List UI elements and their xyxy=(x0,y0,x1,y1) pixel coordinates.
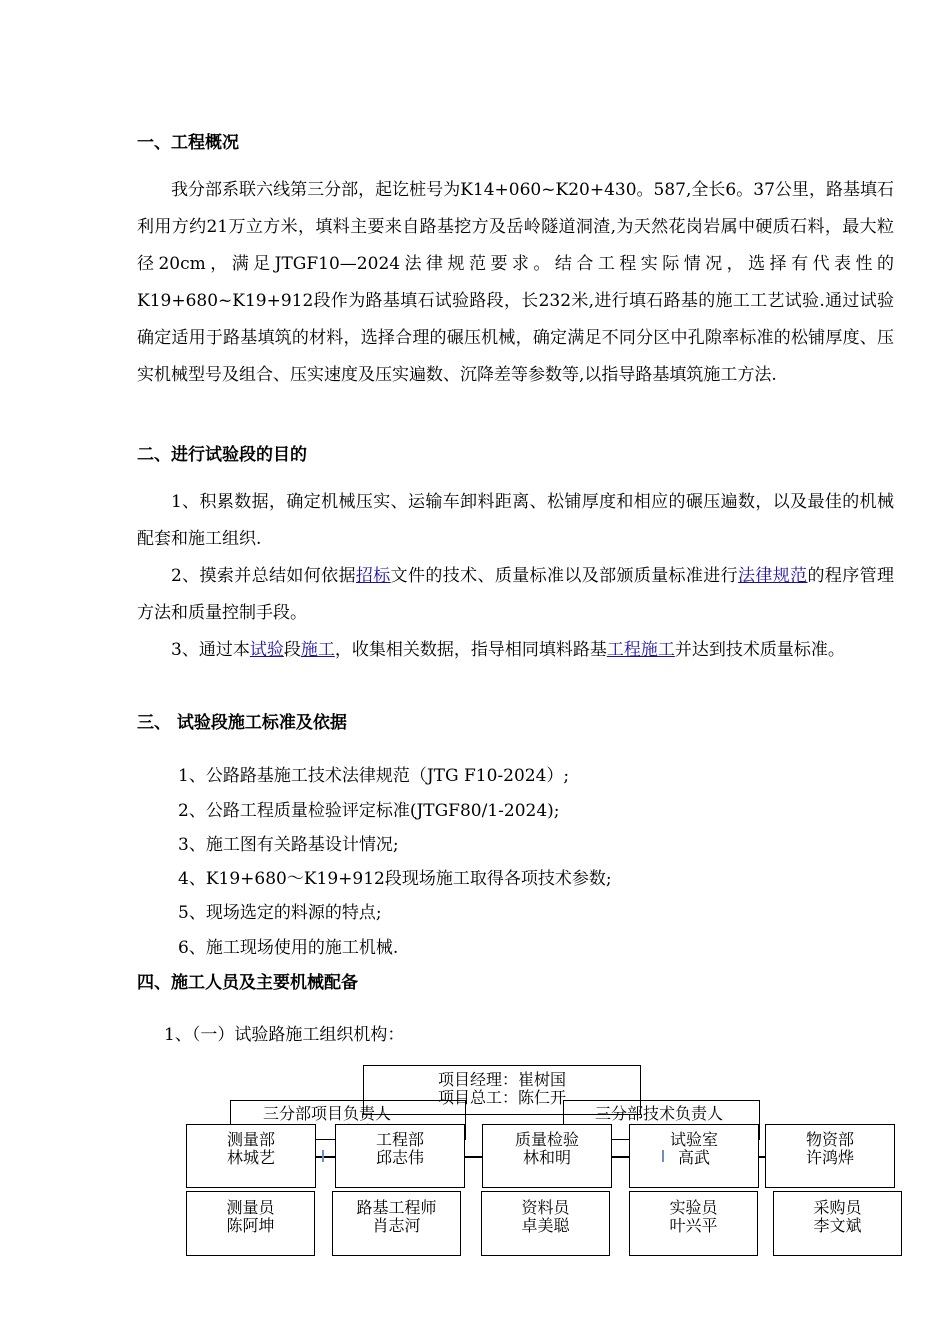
connector-line xyxy=(316,1156,335,1158)
item-3-text-b: 段 xyxy=(283,640,301,660)
dept-name: 质量检验 xyxy=(514,1130,579,1149)
dept-person: 林和明 xyxy=(522,1148,571,1167)
item-3-text-a: 3、通过本 xyxy=(171,640,250,660)
org-box-engineering-dept xyxy=(335,1124,465,1188)
standard-item: 2、公路工程质量检验评定标准(JTGF80/1-2024); xyxy=(178,801,560,821)
org-box-surveyor xyxy=(186,1191,315,1256)
standard-item: 3、施工图有关路基设计情况; xyxy=(178,835,399,855)
section-4-title: 四、施工人员及主要机械配备 xyxy=(137,973,358,993)
dept-name: 工程部 xyxy=(375,1130,424,1149)
org-box-roadbed-engineer xyxy=(332,1191,461,1256)
staff-role: 采购员 xyxy=(813,1198,862,1217)
section-1-title: 一、工程概况 xyxy=(137,133,239,153)
dept-person: 林城艺 xyxy=(226,1148,275,1167)
section-2-item-2 xyxy=(137,558,894,632)
standard-item: 5、现场选定的料源的特点; xyxy=(178,903,382,923)
item-2-text-a: 2、摸索并总结如何依据 xyxy=(171,566,356,586)
project-manager-label: 项目经理：崔树国 xyxy=(437,1070,566,1089)
org-box-quality-dept xyxy=(482,1124,612,1188)
section-2-item-3 xyxy=(137,632,894,669)
staff-person: 卓美聪 xyxy=(521,1216,570,1235)
item-3-text-c: ，收集相关数据，指导相同填料路基 xyxy=(334,640,607,660)
technical-leader-label: 三分部技术负责人 xyxy=(595,1104,724,1123)
link-gongcheng-shigong[interactable]: 工程施工 xyxy=(606,640,675,660)
section-3-title: 三、 试验段施工标准及依据 xyxy=(137,713,347,733)
org-box-lab-dept xyxy=(629,1124,759,1188)
staff-person: 肖志河 xyxy=(372,1216,421,1235)
link-shigong[interactable]: 施工 xyxy=(300,640,335,660)
connector-line xyxy=(465,1156,482,1158)
connector-line xyxy=(759,1156,765,1158)
org-chart-heading: 1、（一）试验路施工组织机构： xyxy=(164,1025,405,1045)
section-2-item-1: 1、积累数据，确定机械压实、运输车卸料距离、松铺厚度和相应的碾压遍数，以及最佳的机械配套和施工组织. xyxy=(137,492,894,549)
connector-tick xyxy=(662,1150,664,1162)
org-box-survey-dept xyxy=(186,1124,316,1188)
section-1-paragraph: 我分部系联六线第三分部，起讫桩号为K14+060~K20+430。587,全长6。37公里，路基填石利用方约21万立方米，填料主要来自路基挖方及岳岭隧道洞渣,为天然花岗岩属中硬质石料，最大粒径20cm，满足JTGF10—2024法律规范要求。结合工程实际情况，选择有代表性的K19+680~K19+912段作为路基填石试验路段，长232米,进行填石路基的施工工艺试验.通过试验确定适用于路基填筑的材料，选择合理的碾压机械，确定满足不同分区中孔隙率标准的松铺厚度、压实机械型号及组合、压实速度及压实遍数、沉降差等参数等,以指导路基填筑施工方法. xyxy=(137,180,894,385)
dept-name: 试验室 xyxy=(669,1130,718,1149)
dept-person: 高武 xyxy=(677,1148,710,1167)
dept-person: 许鸿烨 xyxy=(805,1148,854,1167)
standard-item: 6、施工现场使用的施工机械. xyxy=(178,938,399,958)
org-box-document-clerk xyxy=(481,1191,610,1256)
standard-item: 1、公路路基施工技术法律规范（JTG F10-2024）; xyxy=(178,766,570,786)
section-2-title: 二、进行试验段的目的 xyxy=(137,445,307,465)
connector-line xyxy=(612,1156,629,1158)
project-leader-label: 三分部项目负责人 xyxy=(263,1104,392,1123)
link-shiyan[interactable]: 试验 xyxy=(249,640,284,660)
staff-role: 资料员 xyxy=(521,1198,570,1217)
org-box-lab-technician xyxy=(629,1191,758,1256)
item-2-text-b: 文件的技术、质量标准以及部颁质量标准进行 xyxy=(390,566,739,586)
staff-person: 叶兴平 xyxy=(669,1216,718,1235)
org-box-materials-dept xyxy=(765,1124,895,1188)
staff-role: 实验员 xyxy=(669,1198,718,1217)
standard-item: 4、K19+680～K19+912段现场施工取得各项技术参数; xyxy=(178,869,612,889)
staff-person: 陈阿坤 xyxy=(226,1216,275,1235)
staff-role: 测量员 xyxy=(226,1198,275,1217)
org-box-purchaser xyxy=(773,1191,902,1256)
dept-name: 测量部 xyxy=(226,1130,275,1149)
link-zhaobiao[interactable]: 招标 xyxy=(355,566,391,586)
link-falv-guifan[interactable]: 法律规范 xyxy=(738,566,808,586)
staff-role: 路基工程师 xyxy=(356,1198,437,1217)
item-3-text-d: 并达到技术质量标准。 xyxy=(674,640,845,660)
chief-engineer-label: 项目总工：陈仁开 xyxy=(437,1088,566,1107)
item-2-text-c: 的程序管理方法和质量控制手段。 xyxy=(137,566,895,623)
connector-tick xyxy=(322,1150,324,1162)
dept-name: 物资部 xyxy=(805,1130,854,1149)
staff-person: 李文斌 xyxy=(813,1216,862,1235)
dept-person: 邱志伟 xyxy=(375,1148,424,1167)
